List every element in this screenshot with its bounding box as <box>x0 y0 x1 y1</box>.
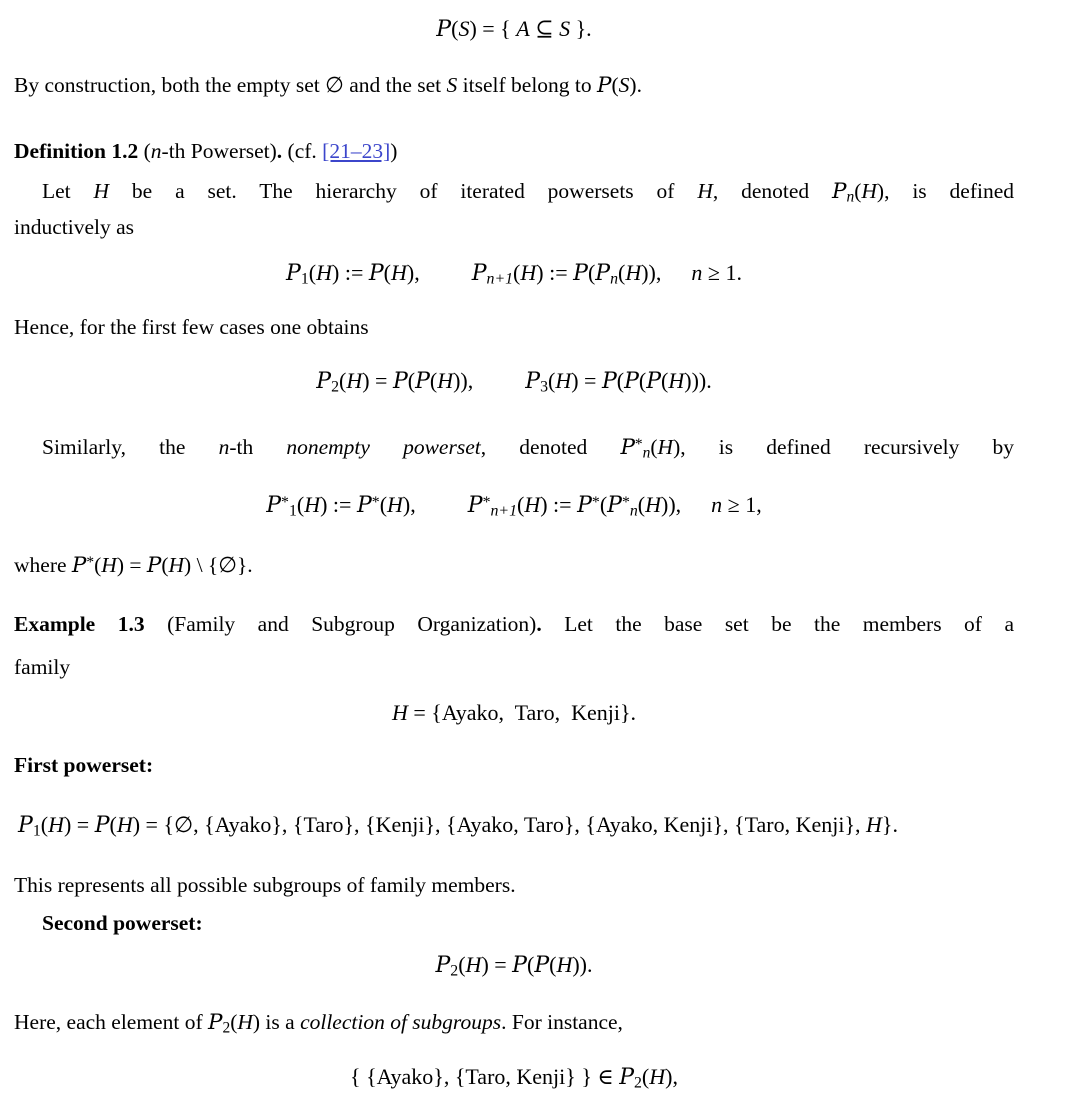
text-run: }. <box>570 16 592 41</box>
text-run: . <box>276 139 283 163</box>
text-run: Definition 1.2 <box>14 139 139 163</box>
text-run: P <box>436 17 452 42</box>
text-run: * <box>621 494 630 511</box>
text-run: ) = <box>63 812 95 837</box>
text-run: * <box>371 494 380 511</box>
text-run: ( <box>587 260 596 285</box>
text-run: P <box>71 552 87 578</box>
text-run: ) = <box>116 552 147 577</box>
text-run: n+1 <box>486 270 514 288</box>
text-run: P <box>467 493 483 519</box>
text-run: P <box>316 369 332 394</box>
text-run: P <box>597 73 612 98</box>
text-run: Let <box>42 179 94 203</box>
text-run: , denoted <box>480 434 621 459</box>
text-run: P <box>573 261 588 286</box>
text-run: 1 <box>288 502 297 520</box>
text-run: ( <box>641 1064 650 1089</box>
text-run: ( <box>618 260 626 285</box>
text-run: H <box>866 812 882 837</box>
text-run: P <box>356 493 372 519</box>
text-run: ( <box>109 812 117 837</box>
paragraph-subgroups-note <box>14 870 1014 900</box>
text-run: H <box>861 179 877 203</box>
text-run: ) = <box>362 368 393 393</box>
text-run: }. <box>881 812 898 837</box>
text-run: n+1 <box>490 502 517 520</box>
text-run: P <box>620 434 635 460</box>
text-run: 3 <box>540 378 548 396</box>
text-run: -th <box>229 434 287 459</box>
text-run: ≥ 1, <box>722 492 762 518</box>
text-run: ( <box>161 552 169 577</box>
text-run: ) = { <box>469 16 517 41</box>
equation-iterated-powerset-definition <box>14 258 1014 294</box>
text-run: ( <box>138 139 151 163</box>
text-run: Example 1.3 <box>14 612 145 636</box>
text-run: Let the base set be the members of a <box>541 612 1014 636</box>
text-run: H <box>697 179 713 203</box>
text-run: S <box>559 16 571 41</box>
text-run: H <box>391 700 408 725</box>
text-run: P <box>94 813 110 838</box>
paragraph-similarly-nonempty <box>42 430 1014 468</box>
text-run: P <box>512 953 527 978</box>
text-run: n <box>150 139 162 163</box>
text-run: H <box>48 812 64 837</box>
text-run: ), is defined recursively by <box>673 434 1015 459</box>
text-run: ( <box>308 260 317 285</box>
text-run: )), <box>661 492 682 518</box>
paragraph-hence-first-cases <box>14 312 1014 342</box>
text-run: ( <box>661 368 669 393</box>
text-run: ( <box>40 812 49 837</box>
text-run: ( <box>296 492 305 518</box>
text-run: P <box>577 493 592 519</box>
text-run: ) <box>390 139 398 163</box>
text-run: . <box>536 612 542 636</box>
text-run: ), is defined <box>876 179 1015 203</box>
text-run: ( <box>429 368 438 393</box>
text-run: ( <box>611 73 619 97</box>
text-run: H <box>657 434 674 459</box>
equation-nonempty-powerset-definition <box>14 488 1014 527</box>
text-run: H <box>391 260 407 285</box>
equation-second-powerset <box>14 950 1014 986</box>
text-run: ⊆ <box>529 16 560 41</box>
text-run: ), <box>402 492 416 518</box>
equation-example-element <box>14 1062 1014 1098</box>
text-run: ) := <box>320 492 357 518</box>
text-run: inductively as <box>14 215 135 239</box>
definition-1-2-heading <box>14 136 1014 166</box>
text-run: 2 <box>450 962 459 980</box>
text-run: H <box>520 260 537 285</box>
text-run: ), <box>665 1064 678 1089</box>
text-run: 2 <box>331 378 339 396</box>
text-run: H <box>168 552 185 577</box>
second-powerset-heading <box>42 908 1014 938</box>
text-run: ). <box>629 73 642 97</box>
text-run: H <box>101 552 117 577</box>
text-run: H <box>304 492 321 518</box>
text-run: P <box>646 369 662 394</box>
text-run: )), <box>453 368 474 393</box>
text-run: where <box>14 552 72 577</box>
text-run: By construction, both the empty set ∅ and the set <box>14 73 447 97</box>
text-run: A <box>516 16 530 41</box>
text-run: P <box>534 953 550 978</box>
paragraph-where-pstar <box>14 548 1014 581</box>
text-run: ( <box>407 368 416 393</box>
text-run: H <box>437 368 454 393</box>
text-run: ( <box>548 368 556 393</box>
text-run: P <box>619 1065 634 1090</box>
text-run: ) \ {∅}. <box>184 552 253 577</box>
text-run: * <box>591 494 600 511</box>
text-run: P <box>435 953 451 978</box>
text-run: ( <box>513 260 521 285</box>
text-run: n <box>642 444 651 462</box>
paragraph-by-construction <box>14 70 1014 101</box>
definition-body-line-1 <box>42 176 1014 212</box>
citation-link-21-23[interactable]: [21–23] <box>322 139 391 163</box>
text-run: )), <box>641 260 662 285</box>
text-run: Here, each element of <box>14 1010 208 1034</box>
text-run: ) is a <box>252 1010 301 1034</box>
text-run: ) := <box>536 260 574 285</box>
text-run: H <box>556 952 573 977</box>
text-run: 2 <box>634 1074 642 1092</box>
text-run: P <box>415 369 430 394</box>
text-run: H <box>465 952 482 977</box>
text-run: P <box>607 493 622 519</box>
text-run: H <box>116 812 133 837</box>
text-run: H <box>668 368 685 393</box>
text-run: ( <box>549 952 557 977</box>
paragraph-collection-of-subgroups <box>14 1007 1014 1043</box>
text-run: n <box>691 260 703 285</box>
text-run: ( <box>599 492 608 518</box>
text-run: P <box>595 261 611 286</box>
text-run: ( <box>517 492 525 518</box>
equation-powerset-definition <box>14 14 1014 45</box>
equation-first-cases <box>14 366 1014 402</box>
text-run: n <box>610 270 618 288</box>
text-run: (cf. <box>282 139 323 163</box>
equation-first-powerset-expansion <box>18 810 898 846</box>
text-run: family <box>14 655 71 679</box>
text-run: First powerset: <box>14 753 154 777</box>
text-run: Hence, for the first few cases one obtains <box>14 315 369 339</box>
text-run: ( <box>526 952 535 977</box>
text-run: ) = <box>481 952 513 977</box>
text-run: ( <box>458 952 466 977</box>
text-run: * <box>634 436 643 453</box>
text-run: 1 <box>300 270 309 288</box>
text-run: ( <box>854 179 862 203</box>
text-run: P <box>832 179 847 204</box>
text-run: Similarly, the <box>42 434 219 459</box>
first-powerset-heading <box>14 750 1014 780</box>
text-run: P <box>207 1010 223 1035</box>
text-run: S <box>618 73 630 97</box>
text-run: = {Ayako, Taro, Kenji}. <box>407 700 637 725</box>
text-run: (Family and Subgroup Organization) <box>144 612 537 636</box>
text-run: P <box>392 369 408 394</box>
text-run: nonempty powerset <box>286 434 481 459</box>
text-run: P <box>286 261 301 286</box>
text-run: n <box>218 434 230 459</box>
text-run: This represents all possible subgroups of family members. <box>14 873 516 897</box>
text-run: H <box>237 1010 253 1034</box>
equation-family-set <box>14 698 1014 728</box>
text-run: . For instance, <box>501 1010 623 1034</box>
text-run: H <box>93 179 110 203</box>
text-run: , denoted <box>712 179 833 203</box>
text-run: H <box>625 260 642 285</box>
text-run: { {Ayako}, {Taro, Kenji} } ∈ <box>350 1064 620 1089</box>
text-run: ( <box>94 552 102 577</box>
text-run: be a set. The hierarchy of iterated powersets of <box>109 179 698 203</box>
text-run: P <box>624 369 639 394</box>
text-run: ( <box>379 492 388 518</box>
text-run: n <box>629 502 638 520</box>
text-run: H <box>649 1064 666 1089</box>
text-run: H <box>524 492 541 518</box>
text-run: P <box>601 369 617 394</box>
text-run: ( <box>338 368 347 393</box>
text-run: P <box>18 813 33 838</box>
example-1-3-heading-line-2 <box>14 652 1014 682</box>
text-run: S <box>446 73 458 97</box>
text-run: H <box>645 492 662 518</box>
text-run: itself belong to <box>457 73 598 97</box>
text-run: P <box>146 552 162 578</box>
text-run: n <box>711 492 723 518</box>
text-run: )). <box>572 952 593 977</box>
text-run: ( <box>616 368 625 393</box>
text-run: ( <box>383 260 391 285</box>
text-run: ) := <box>332 260 369 285</box>
text-run: ( <box>637 492 646 518</box>
text-run: ) = {∅, {Ayako}, {Taro}, {Kenji}, {Ayako, Taro}, {Ayako, Kenji}, {Taro, Kenji}, <box>132 812 867 837</box>
text-run: Second powerset: <box>42 911 203 935</box>
text-run: collection of subgroups <box>300 1010 502 1034</box>
text-run: ( <box>638 368 647 393</box>
text-run: * <box>482 494 491 511</box>
text-run: ≥ 1. <box>702 260 742 285</box>
text-run: H <box>346 368 363 393</box>
text-run: P <box>471 261 487 286</box>
text-run: H <box>316 260 332 285</box>
text-run: H <box>555 368 572 393</box>
text-run: S <box>458 16 470 41</box>
text-run: * <box>281 494 289 511</box>
definition-body-line-2 <box>14 212 1014 242</box>
text-run: ( <box>451 16 459 41</box>
text-run: ) = <box>571 368 602 393</box>
text-run: H <box>387 492 403 518</box>
example-1-3-heading-line-1 <box>14 609 1014 639</box>
text-run: -th Powerset) <box>161 139 277 163</box>
text-run: n <box>846 188 855 206</box>
text-run: ))). <box>684 368 712 393</box>
text-run: P <box>525 369 541 394</box>
text-run: ) := <box>540 492 578 518</box>
text-run: ( <box>650 434 658 459</box>
text-run: ), <box>406 260 420 285</box>
text-run: 1 <box>32 822 41 840</box>
text-run: * <box>86 554 95 571</box>
text-run: P <box>368 261 384 286</box>
text-run: 2 <box>222 1019 231 1037</box>
text-run: P <box>266 493 282 519</box>
text-run: ( <box>230 1010 238 1034</box>
